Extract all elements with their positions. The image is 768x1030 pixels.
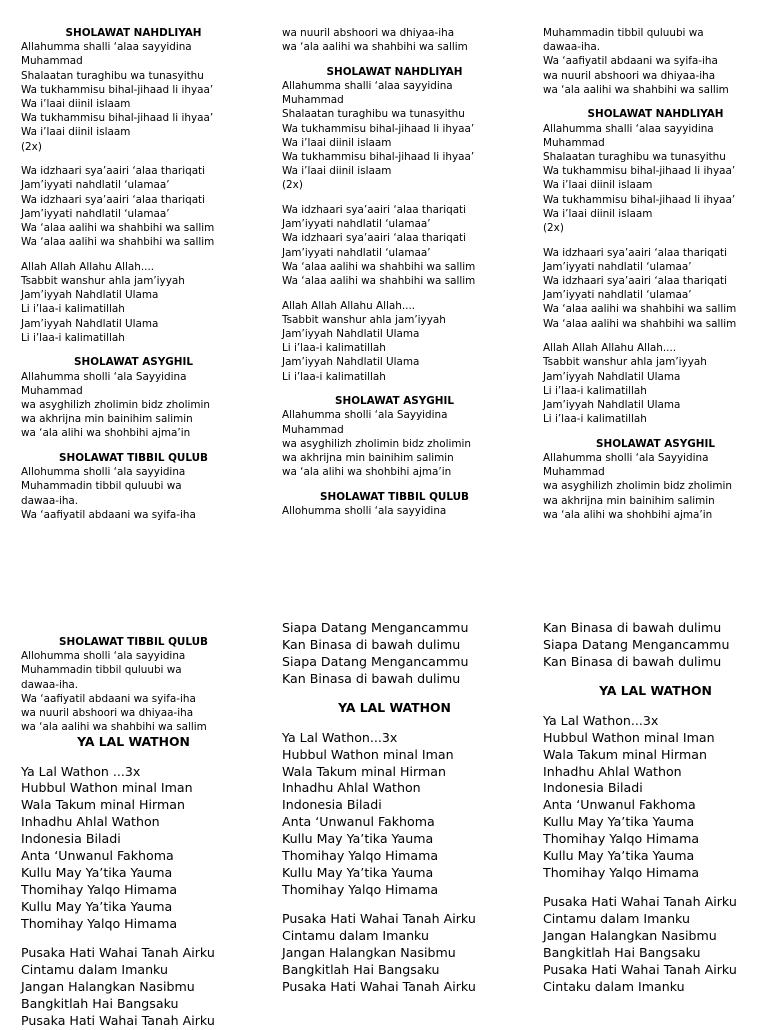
text-line: Muhammadin tibbil quluubi wa	[21, 480, 182, 493]
section-title: YA LAL WATHON	[77, 734, 190, 749]
text-line: Wa tukhammisu bihal-jihaad li ihyaa’	[282, 122, 475, 135]
text-line: wa akhrijna min bainihim salimin	[21, 413, 193, 426]
blank-line	[543, 331, 768, 341]
text-line: Ya Lal Wathon...3x	[282, 729, 398, 745]
text-line: Hubbul Wathon minal Iman	[282, 746, 454, 762]
blank-line	[282, 384, 507, 394]
text-line: (2x)	[543, 222, 564, 235]
text-line: Pusaka Hati Wahai Tanah Airku	[282, 979, 476, 994]
text-line: Kullu May Ya’tika Yauma	[282, 864, 434, 880]
section-title: SHOLAWAT ASYGHIL	[596, 437, 715, 450]
top-column-2	[282, 26, 507, 518]
text-line: Pusaka Hati Wahai Tanah Airku	[282, 911, 476, 927]
text-line: Wa tukhammisu bihal-jihaad li ihyaa’	[282, 151, 475, 164]
text-line: Jam’iyyati nahdlatil ‘ulamaa’	[282, 246, 431, 259]
text-line: Muhammad	[543, 136, 605, 149]
text-line: Anta ‘Unwanul Fakhoma	[21, 848, 174, 864]
text-line: Siapa Datang Mengancammu	[543, 636, 730, 652]
text-line: Pusaka Hati Wahai Tanah Airku	[21, 945, 215, 961]
text-line: Allahumma shalli ‘alaa sayyidina	[21, 41, 192, 54]
text-line: Li i’laa-i kalimatillah	[282, 370, 386, 383]
blank-line	[21, 751, 246, 764]
text-line: Allahumma shalli ‘alaa sayyidina	[282, 80, 453, 92]
text-line: Thomihay Yalqo Himama	[282, 848, 439, 864]
text-line: Jangan Halangkan Nasibmu	[21, 978, 195, 994]
text-line: dawaa-iha.	[21, 494, 79, 507]
bottom-column-2-lyrics	[282, 620, 507, 996]
text-line: Shalaatan turaghibu wa tunasyithu	[543, 151, 726, 164]
blank-line	[21, 441, 246, 451]
text-line: wa nuuril abshoori wa dhiyaa-iha	[21, 707, 194, 720]
text-line: Wa i’laai diinil islaam	[21, 98, 131, 111]
text-line: Bangkitlah Hai Bangsaku	[21, 995, 179, 1011]
section-title: SHOLAWAT ASYGHIL	[335, 395, 454, 408]
text-line: wa ‘ala alihi wa shohbihi ajma’in	[21, 427, 191, 440]
text-line: Wa idzhaari sya’aairi ‘alaa thariqati	[282, 232, 467, 245]
text-line: Jam’iyyati nahdlatil ‘ulamaa’	[21, 207, 170, 220]
text-line: Allohumma sholli ‘ala sayyidina	[282, 505, 447, 518]
text-line: Indonesia Biladi	[282, 797, 382, 813]
text-line: Jam’iyyati nahdlatil ‘ulamaa’	[543, 289, 692, 302]
text-line: Pusaka Hati Wahai Tanah Airku	[21, 1012, 215, 1028]
text-line: (2x)	[282, 179, 303, 192]
text-line: wa nuuril abshoori wa dhiyaa-iha	[543, 69, 716, 82]
text-line: Jam’iyyati nahdlatil ‘ulamaa’	[21, 179, 170, 192]
text-line: Thomihay Yalqo Himama	[543, 831, 700, 847]
text-line: Muhammad	[282, 423, 344, 436]
text-line: Thomihay Yalqo Himama	[282, 881, 439, 897]
text-line: Kullu May Ya’tika Yauma	[543, 848, 695, 864]
text-line: Wa ‘aafiyatil abdaani wa syifa-iha	[21, 508, 196, 521]
text-line: Muhammad	[282, 94, 344, 107]
text-line: wa ‘ala alihi wa shohbihi ajma’in	[543, 508, 713, 521]
text-line: Shalaatan turaghibu wa tunasyithu	[21, 69, 204, 82]
text-line: Kan Binasa di bawah dulimu	[543, 653, 722, 669]
blank-line	[21, 154, 246, 164]
blank-line	[21, 345, 246, 355]
text-line: Wa tukhammisu bihal-jihaad li ihyaa’	[543, 165, 736, 178]
text-line: Jam’iyyah Nahdlatil Ulama	[543, 399, 681, 412]
text-line: Jam’iyyati nahdlatil ‘ulamaa’	[543, 260, 692, 273]
text-line: Muhammadin tibbil quluubi wa	[21, 664, 182, 677]
text-line: Wa ‘alaa aalihi wa shahbihi wa sallim	[21, 236, 215, 249]
blank-line	[543, 700, 768, 713]
text-line: Wa i’laai diinil islaam	[21, 126, 131, 139]
text-line: Wa i’laai diinil islaam	[543, 207, 653, 220]
text-line: Wa i’laai diinil islaam	[282, 165, 392, 178]
text-line: Wa ‘alaa aalihi wa shahbihi wa sallim	[21, 222, 215, 235]
text-line: Ya Lal Wathon...3x	[543, 712, 659, 728]
text-line: Tsabbit wanshur ahla jam’iyyah	[282, 313, 446, 326]
text-line: Allahumma sholli ‘ala Sayyidina	[543, 452, 709, 465]
text-line: dawaa-iha.	[543, 41, 601, 54]
text-line: Anta ‘Unwanul Fakhoma	[282, 814, 435, 830]
text-line: Allahumma sholli ‘ala Sayyidina	[282, 409, 448, 422]
text-line: Allah Allah Allahu Allah....	[282, 299, 416, 312]
text-line: Bangkitlah Hai Bangsaku	[543, 945, 701, 961]
text-line: Wala Takum minal Hirman	[543, 746, 707, 762]
section-title: SHOLAWAT TIBBIL QULUB	[59, 636, 208, 648]
text-line: wa asyghilizh zholimin bidz zholimin	[543, 480, 732, 493]
text-line: Kullu May Ya’tika Yauma	[282, 831, 434, 847]
text-line: Wa ‘alaa aalihi wa shahbihi wa sallim	[282, 275, 476, 288]
blank-line	[543, 671, 768, 684]
text-line: Li i’laa-i kalimatillah	[21, 303, 125, 316]
blank-line	[282, 193, 507, 203]
blank-line	[282, 717, 507, 730]
text-line: Kan Binasa di bawah dulimu	[282, 636, 461, 652]
text-line: Thomihay Yalqo Himama	[543, 864, 700, 880]
text-line: Cintamu dalam Imanku	[21, 962, 168, 978]
top-column-3	[543, 26, 768, 522]
text-line: Jangan Halangkan Nasibmu	[282, 945, 456, 961]
text-line: Wa i’laai diinil islaam	[543, 179, 653, 192]
text-line: Wa idzhaari sya’aairi ‘alaa thariqati	[543, 275, 728, 288]
text-line: wa asyghilizh zholimin bidz zholimin	[21, 399, 210, 412]
blank-line	[282, 54, 507, 64]
text-line: Kullu May Ya’tika Yauma	[21, 898, 173, 914]
text-line: Allohumma sholli ‘ala sayyidina	[21, 466, 186, 479]
text-line: Siapa Datang Mengancammu	[282, 653, 469, 669]
text-line: wa ‘ala alihi wa shohbihi ajma’in	[282, 466, 452, 479]
section-title: SHOLAWAT NAHDLIYAH	[587, 108, 724, 121]
text-line: Jam’iyyati nahdlatil ‘ulamaa’	[282, 218, 431, 231]
text-line: Cintamu dalam Imanku	[543, 911, 690, 927]
text-line: wa ‘ala aalihi wa shahbihi wa sallim	[543, 83, 729, 96]
text-line: Jam’iyyah Nahdlatil Ulama	[21, 317, 159, 330]
text-line: Tsabbit wanshur ahla jam’iyyah	[543, 356, 707, 369]
text-line: Muhammad	[21, 384, 83, 397]
text-line: Kan Binasa di bawah dulimu	[543, 620, 722, 635]
text-line: Indonesia Biladi	[543, 780, 643, 796]
text-line: Li i’laa-i kalimatillah	[543, 413, 647, 426]
blank-line	[21, 249, 246, 259]
text-line: Inhadhu Ahlal Wathon	[543, 763, 682, 779]
text-line: Jam’iyyah Nahdlatil Ulama	[21, 289, 159, 302]
section-title: YA LAL WATHON	[338, 700, 451, 716]
text-line: Cintaku dalam Imanku	[543, 979, 685, 994]
text-line: Wa ‘aafiyatil abdaani wa syifa-iha	[21, 692, 196, 705]
text-line: Inhadhu Ahlal Wathon	[282, 780, 421, 796]
blank-line	[543, 235, 768, 245]
section-title: SHOLAWAT ASYGHIL	[74, 356, 193, 369]
text-line: Wa tukhammisu bihal-jihaad li ihyaa’	[21, 112, 214, 125]
text-line: Allahumma shalli ‘alaa sayyidina	[543, 122, 714, 135]
text-line: Wa idzhaari sya’aairi ‘alaa thariqati	[282, 204, 467, 217]
text-line: Muhammadin tibbil quluubi wa	[543, 27, 704, 39]
text-line: Allahumma sholli ‘ala Sayyidina	[21, 370, 187, 383]
section-title: SHOLAWAT TIBBIL QULUB	[320, 490, 469, 503]
text-line: Kan Binasa di bawah dulimu	[282, 670, 461, 686]
text-line: Bangkitlah Hai Bangsaku	[282, 962, 440, 978]
text-line: Siapa Datang Mengancammu	[282, 620, 469, 635]
blank-line	[282, 899, 507, 912]
text-line: Li i’laa-i kalimatillah	[543, 384, 647, 397]
text-line: Tsabbit wanshur ahla jam’iyyah	[21, 275, 185, 288]
blank-line	[282, 288, 507, 298]
text-line: Shalaatan turaghibu wa tunasyithu	[282, 108, 465, 121]
blank-line	[282, 688, 507, 701]
text-line: wa ‘ala aalihi wa shahbihi wa sallim	[21, 721, 207, 734]
text-line: Wa ‘alaa aalihi wa shahbihi wa sallim	[543, 303, 737, 316]
section-title: YA LAL WATHON	[599, 683, 712, 699]
text-line: wa akhrijna min bainihim salimin	[282, 452, 454, 465]
blank-line	[543, 97, 768, 107]
text-line: Anta ‘Unwanul Fakhoma	[543, 797, 696, 813]
text-line: Wa tukhammisu bihal-jihaad li ihyaa’	[21, 83, 214, 96]
text-line: Wa idzhaari sya’aairi ‘alaa thariqati	[21, 193, 206, 206]
text-line: Inhadhu Ahlal Wathon	[21, 814, 160, 830]
text-line: Hubbul Wathon minal Iman	[21, 780, 193, 796]
text-line: Li i’laa-i kalimatillah	[21, 331, 125, 344]
text-line: Wa i’laai diinil islaam	[282, 136, 392, 149]
text-line: Ya Lal Wathon ...3x	[21, 763, 141, 779]
section-title: SHOLAWAT NAHDLIYAH	[65, 27, 202, 39]
text-line: Muhammad	[543, 466, 605, 479]
bottom-column-1-lyrics	[21, 734, 246, 1030]
section-title: SHOLAWAT NAHDLIYAH	[326, 65, 463, 78]
text-line: Jam’iyyah Nahdlatil Ulama	[543, 370, 681, 383]
bottom-column-1-sholawat	[21, 635, 246, 734]
text-line: Wala Takum minal Hirman	[21, 797, 185, 813]
text-line: wa asyghilizh zholimin bidz zholimin	[282, 437, 471, 450]
text-line: Hubbul Wathon minal Iman	[543, 729, 715, 745]
text-line: Pusaka Hati Wahai Tanah Airku	[543, 894, 737, 910]
text-line: Kullu May Ya’tika Yauma	[21, 864, 173, 880]
text-line: Indonesia Biladi	[21, 831, 121, 847]
text-line: Wa ‘aafiyatil abdaani wa syifa-iha	[543, 55, 718, 68]
text-line: Pusaka Hati Wahai Tanah Airku	[543, 962, 737, 978]
text-line: Jangan Halangkan Nasibmu	[543, 928, 717, 944]
text-line: (2x)	[21, 140, 42, 153]
text-line: Kullu May Ya’tika Yauma	[543, 814, 695, 830]
blank-line	[282, 479, 507, 489]
text-line: Allah Allah Allahu Allah....	[21, 260, 155, 273]
text-line: wa ‘ala aalihi wa shahbihi wa sallim	[282, 41, 468, 54]
text-line: wa akhrijna min bainihim salimin	[543, 494, 715, 507]
text-line: Wa idzhaari sya’aairi ‘alaa thariqati	[21, 165, 206, 178]
text-line: Wa ‘alaa aalihi wa shahbihi wa sallim	[282, 260, 476, 273]
text-line: Cintamu dalam Imanku	[282, 928, 429, 944]
text-line: Muhammad	[21, 55, 83, 68]
text-line: Thomihay Yalqo Himama	[21, 915, 178, 931]
text-line: wa nuuril abshoori wa dhiyaa-iha	[282, 27, 455, 39]
text-line: Wa tukhammisu bihal-jihaad li ihyaa’	[543, 193, 736, 206]
text-line: Li i’laa-i kalimatillah	[282, 342, 386, 355]
text-line: Allah Allah Allahu Allah....	[543, 342, 677, 355]
text-line: Wala Takum minal Hirman	[282, 763, 446, 779]
text-line: dawaa-iha.	[21, 678, 79, 691]
bottom-column-3-lyrics	[543, 620, 768, 996]
text-line: Wa idzhaari sya’aairi ‘alaa thariqati	[543, 246, 728, 259]
section-title: SHOLAWAT TIBBIL QULUB	[59, 452, 208, 465]
blank-line	[543, 882, 768, 895]
text-line: Jam’iyyah Nahdlatil Ulama	[282, 328, 420, 341]
top-column-1	[21, 26, 246, 522]
blank-line	[543, 426, 768, 436]
text-line: Thomihay Yalqo Himama	[21, 881, 178, 897]
text-line: Allohumma sholli ‘ala sayyidina	[21, 650, 186, 663]
blank-line	[21, 933, 246, 946]
text-line: Wa ‘alaa aalihi wa shahbihi wa sallim	[543, 317, 737, 330]
text-line: Jam’iyyah Nahdlatil Ulama	[282, 356, 420, 369]
